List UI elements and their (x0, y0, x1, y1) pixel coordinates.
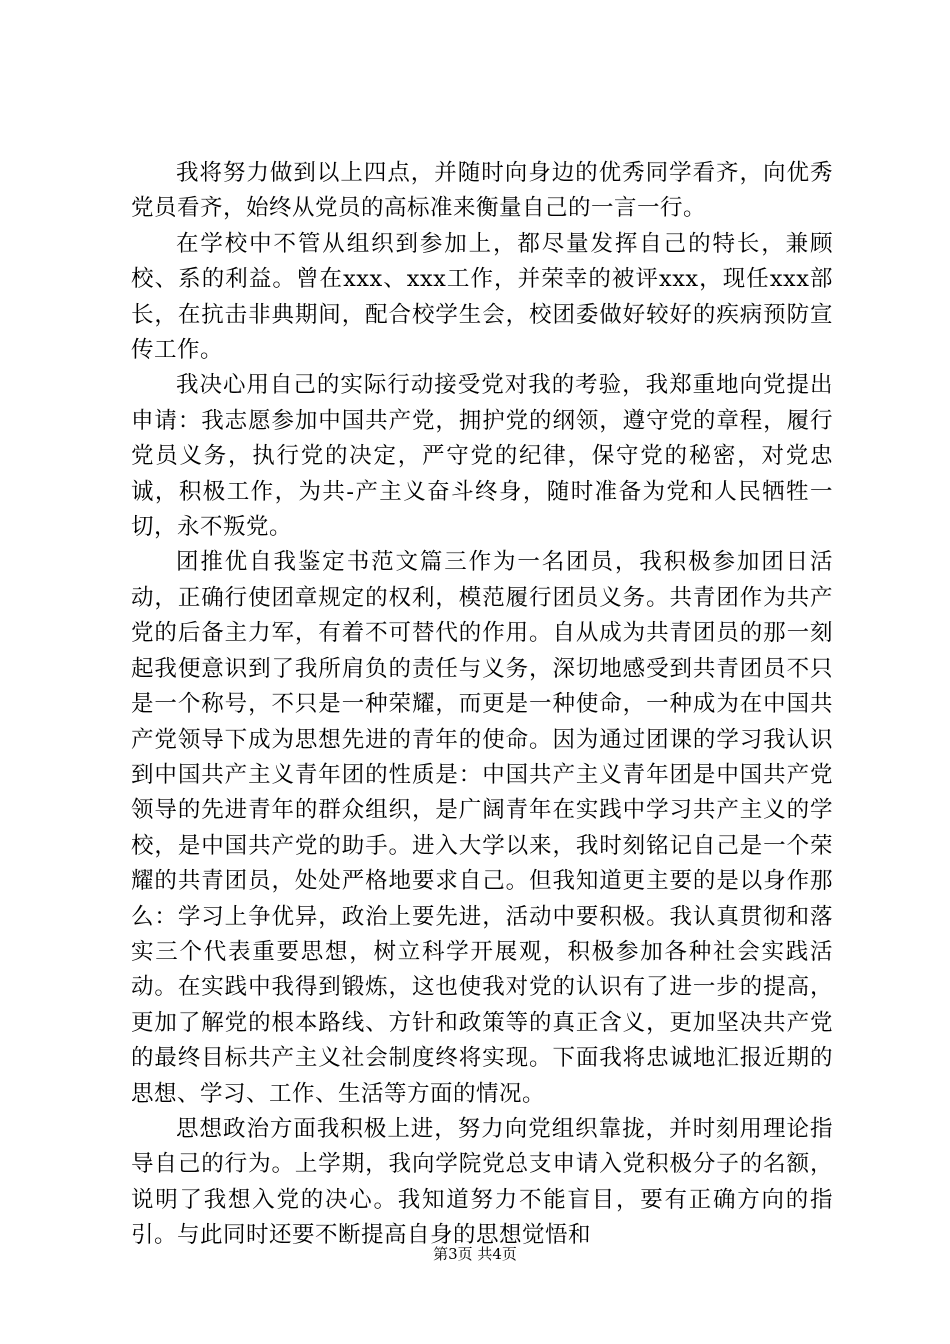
paragraph-2: 在学校中不管从组织到参加上，都尽量发挥自己的特长，兼顾校、系的利益。曾在xxx、xxx工作，并荣幸的被评xxx，现任xxx部长，在抗击非典期间，配合校学生会，校团委做好较好的疾病预防宣传工作。 (131, 230, 833, 364)
paragraph-4: 团推优自我鉴定书范文篇三作为一名团员，我积极参加团日活动，正确行使团章规定的权利，模范履行团员义务。共青团作为共产党的后备主力军，有着不可替代的作用。自从成为共青团员的那一刻起我便意识到了我所肩负的责任与义务，深切地感受到共青团员不只是一个称号，不只是一种荣耀，而更是一种使命，一种成为在中国共产党领导下成为思想先进的青年的使命。因为通过团课的学习我认识到中国共产主义青年团的性质是：中国共产主义青年团是中国共产党领导的先进青年的群众组织，是广阔青年在实践中学习共产主义的学校，是中国共产党的助手。进入大学以来，我时刻铭记自己是一个荣耀的共青团员，处处严格地要求自己。但我知道更主要的是以身作那么：学习上争优异，政治上要先进，活动中要积极。我认真贯彻和落实三个代表重要思想，树立科学开展观，积极参加各种社会实践活动。在实践中我得到锻炼，这也使我对党的认识有了进一步的提高，更加了解党的根本路线、方针和政策等的真正含义，更加坚决共产党的最终目标共产主义社会制度终将实现。下面我将忠诚地汇报近期的思想、学习、工作、生活等方面的情况。 (131, 549, 833, 1107)
document-body (131, 156, 833, 1254)
paragraph-3: 我决心用自己的实际行动接受党对我的考验，我郑重地向党提出申请：我志愿参加中国共产党，拥护党的纲领，遵守党的章程，履行党员义务，执行党的决定，严守党的纪律，保守党的秘密，对党忠诚，积极工作，为共-产主义奋斗终身，随时准备为党和人民牺牲一切，永不叛党。 (131, 372, 833, 541)
paragraph-1: 我将努力做到以上四点，并随时向身边的优秀同学看齐，向优秀党员看齐，始终从党员的高标准来衡量自己的一言一行。 (131, 160, 833, 222)
page-number-footer: 第3页 共4页 (433, 1245, 517, 1263)
paragraph-5: 思想政治方面我积极上进，努力向党组织靠拢，并时刻用理论指导自己的行为。上学期，我向学院党总支申请入党积极分子的名额，说明了我想入党的决心。我知道努力不能盲目，要有正确方向的指引。与此同时还要不断提高自身的思想觉悟和 (131, 1115, 833, 1249)
